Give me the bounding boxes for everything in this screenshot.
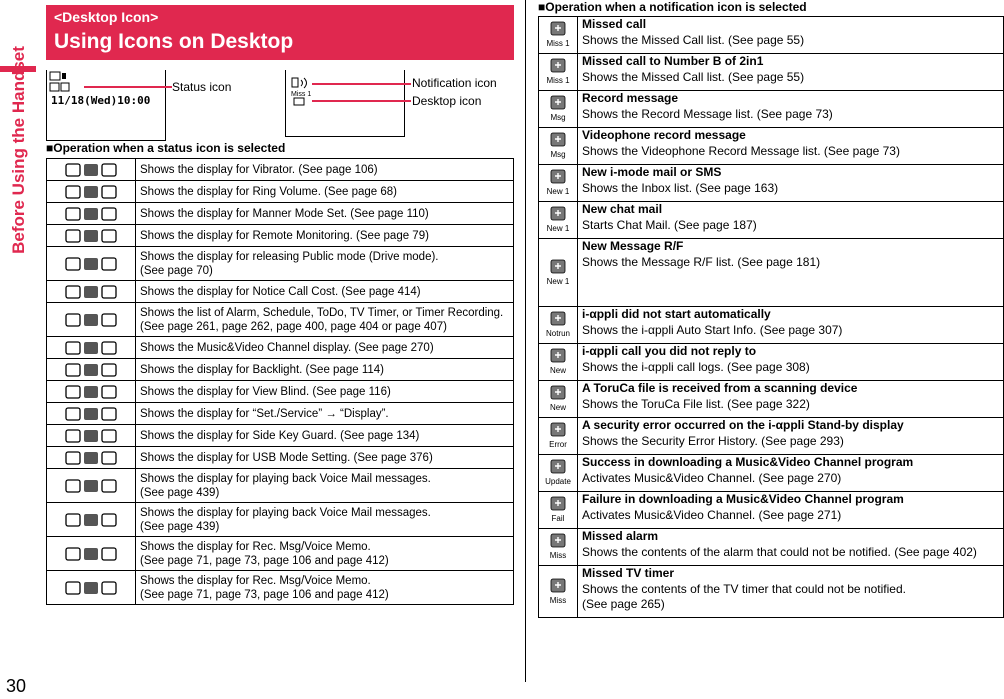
status-row xyxy=(47,425,514,447)
notification-description-line: Shows the ToruCa File list. (See page 322) xyxy=(582,396,810,411)
section-title: Using Icons on Desktop xyxy=(54,30,294,53)
backlight-icon xyxy=(56,362,126,378)
status-icon-cell xyxy=(47,159,136,181)
notification-row xyxy=(539,239,1004,307)
status-description-line: (See page 71, page 73, page 106 and page 412) xyxy=(140,554,389,567)
notification-row xyxy=(539,529,1004,566)
status-description xyxy=(136,425,514,447)
display-settings-icon xyxy=(56,406,126,422)
notification-description-line: Shows the i-αppli call logs. (See page 308) xyxy=(582,359,810,374)
notification-description-line: Shows the Videophone Record Message list. (See page 73) xyxy=(582,143,900,158)
notification-icon-label: Update xyxy=(545,477,571,486)
notification-title: A security error occurred on the i-αppli Stand-by display xyxy=(582,418,904,432)
music-channel-icon xyxy=(56,340,126,356)
notification-row xyxy=(539,344,1004,381)
status-description-line: Shows the display for Rec. Msg/Voice Memo. xyxy=(140,574,371,587)
notification-row xyxy=(539,307,1004,344)
status-icon-cell xyxy=(47,503,136,537)
notification-description-line: Shows the Message R/F list. (See page 181) xyxy=(582,254,821,269)
notification-description-line: Activates Music&Video Channel. (See page 271) xyxy=(582,507,842,522)
notification-description xyxy=(578,239,1004,307)
notification-icon-cell xyxy=(539,381,578,418)
status-description-line: (See page 261, page 262, page 400, page 404 or page 407) xyxy=(140,320,447,333)
status-description xyxy=(136,381,514,403)
notification-title: Missed call xyxy=(582,17,647,31)
voice-memo-icon xyxy=(56,580,126,596)
notification-icon-cell xyxy=(539,418,578,455)
voice-mail-icon xyxy=(56,478,126,494)
notification-description xyxy=(578,566,1004,618)
missed-call-b-icon xyxy=(541,57,575,87)
notification-title: New chat mail xyxy=(582,202,663,216)
notification-icon-label: Miss xyxy=(549,551,567,560)
ring-volume-icon xyxy=(56,184,126,200)
notification-row xyxy=(539,381,1004,418)
status-icon-cell xyxy=(47,203,136,225)
desktop-demo xyxy=(285,70,405,137)
notification-description-line: Shows the Security Error History. (See page 293) xyxy=(582,433,844,448)
notification-icon-cell xyxy=(539,128,578,165)
notification-icon-label: New 1 xyxy=(546,187,570,196)
notification-description-line: Shows the Missed Call list. (See page 55) xyxy=(582,69,805,84)
status-icon-cell xyxy=(47,469,136,503)
notification-callout-line xyxy=(312,83,411,85)
notification-icon-cell xyxy=(539,529,578,566)
iappli-call-icon xyxy=(541,347,575,377)
status-description-line: Shows the display for Manner Mode Set. (See page 110) xyxy=(140,207,429,220)
status-icon-table xyxy=(46,158,514,605)
view-blind-icon xyxy=(56,384,126,400)
notification-icon-label: Msg xyxy=(550,150,566,159)
notification-description xyxy=(578,418,1004,455)
status-description-line: Shows the display for Notice Call Cost. (See page 414) xyxy=(140,285,421,298)
notification-icon-label: New 1 xyxy=(546,224,570,233)
status-description-line: Shows the display for Vibrator. (See page 106) xyxy=(140,163,378,176)
status-description xyxy=(136,247,514,281)
notification-row xyxy=(539,165,1004,202)
status-description-line: Shows the display for playing back Voice Mail messages. xyxy=(140,472,431,485)
alarm-icon xyxy=(56,312,126,328)
missed-call-icon xyxy=(541,20,575,50)
status-icon-cell xyxy=(47,571,136,605)
notification-description xyxy=(578,492,1004,529)
notification-icon-cell xyxy=(539,165,578,202)
notification-icon-label: Notrun xyxy=(545,329,571,338)
status-description-line: Shows the display for playing back Voice Mail messages. xyxy=(140,506,431,519)
status-description xyxy=(136,203,514,225)
notification-title: New Message R/F xyxy=(582,239,684,253)
page-number: 30 xyxy=(6,676,27,696)
status-row xyxy=(47,381,514,403)
status-row xyxy=(47,303,514,337)
status-row xyxy=(47,571,514,605)
notification-title: A ToruCa file is received from a scanning device xyxy=(582,381,858,395)
status-callout-line xyxy=(84,86,172,88)
notification-icon-label: Miss xyxy=(549,595,567,605)
status-description-line: Shows the display for “Set./Service” → “Display”. xyxy=(140,407,389,420)
vibrator-icon xyxy=(56,162,126,178)
notification-title: Videophone record message xyxy=(582,128,746,142)
section-header xyxy=(46,5,514,60)
status-row xyxy=(47,503,514,537)
status-row xyxy=(47,469,514,503)
new-chat-mail-icon xyxy=(541,205,575,235)
notification-title: Failure in downloading a Music&Video Channel program xyxy=(582,492,904,506)
notification-row xyxy=(539,418,1004,455)
missed-alarm-icon xyxy=(541,532,575,562)
missed-tv-timer-icon xyxy=(541,577,575,607)
desktop-icon-callout: Desktop icon xyxy=(412,94,482,108)
status-row xyxy=(47,337,514,359)
status-description xyxy=(136,503,514,537)
status-row xyxy=(47,203,514,225)
notification-icon-label: Fail xyxy=(551,514,565,523)
status-description xyxy=(136,571,514,605)
notification-icon-cell xyxy=(539,492,578,529)
notification-description xyxy=(578,165,1004,202)
notification-title: i-αppli call you did not reply to xyxy=(582,344,757,358)
notification-icon-table xyxy=(538,16,1004,618)
status-description-line: (See page 71, page 73, page 106 and page 412) xyxy=(140,588,389,601)
notification-title: New i-mode mail or SMS xyxy=(582,165,722,179)
toruca-icon xyxy=(541,384,575,414)
notification-icon-cell xyxy=(539,307,578,344)
notification-row xyxy=(539,54,1004,91)
notification-icon-label: Miss 1 xyxy=(546,39,570,48)
notification-row xyxy=(539,202,1004,239)
standby-clock: 11/18(Wed)10:00 xyxy=(51,94,151,107)
message-rf-icon xyxy=(541,258,575,288)
notification-description-line: Activates Music&Video Channel. (See page 270) xyxy=(582,470,842,485)
notification-icon-cell xyxy=(539,566,578,618)
status-row xyxy=(47,225,514,247)
voice-mail-2-icon xyxy=(56,512,126,528)
status-row xyxy=(47,447,514,469)
status-description-line: Shows the display for USB Mode Setting. (See page 376) xyxy=(140,451,433,464)
section-subtitle: <Desktop Icon> xyxy=(54,9,159,25)
status-row xyxy=(47,247,514,281)
notification-row xyxy=(539,455,1004,492)
rec-msg-icon xyxy=(56,546,126,562)
status-description-line: Shows the display for Ring Volume. (See page 68) xyxy=(140,185,397,198)
status-description-line: (See page 439) xyxy=(140,486,220,499)
notification-icon-label: New 1 xyxy=(546,276,570,286)
notification-row xyxy=(539,91,1004,128)
notification-description-line: Shows the contents of the TV timer that could not be notified. xyxy=(582,581,906,596)
usb-mode-icon xyxy=(56,450,126,466)
notification-icon-label: Miss 1 xyxy=(546,76,570,85)
notification-description xyxy=(578,17,1004,54)
status-section-title: ■Operation when a status icon is selected xyxy=(46,141,286,155)
iappli-notrun-icon xyxy=(541,310,575,340)
status-description xyxy=(136,337,514,359)
status-description-line: Shows the list of Alarm, Schedule, ToDo, TV Timer, or Timer Recording. xyxy=(140,306,504,319)
status-icon-cell xyxy=(47,381,136,403)
notification-description xyxy=(578,202,1004,239)
status-icon-cell xyxy=(47,403,136,425)
notification-description xyxy=(578,529,1004,566)
status-description-line: Shows the display for Rec. Msg/Voice Memo. xyxy=(140,540,371,553)
notification-icon-cell xyxy=(539,239,578,307)
notification-icon-label: New xyxy=(549,403,567,412)
notification-section-title: ■Operation when a notification icon is selected xyxy=(538,0,807,14)
status-icon-cell xyxy=(47,303,136,337)
status-icon-cell xyxy=(47,181,136,203)
notification-icon-cell xyxy=(539,54,578,91)
status-description-line: (See page 70) xyxy=(140,264,213,277)
status-icon-cell xyxy=(47,537,136,571)
standby-screen-demo xyxy=(46,70,166,141)
notification-description-line: Shows the contents of the alarm that could not be notified. (See page 402) xyxy=(582,544,977,559)
notification-icon-label: Error xyxy=(549,440,567,449)
status-icon-cell xyxy=(47,359,136,381)
notification-row xyxy=(539,566,1004,618)
notification-title: Success in downloading a Music&Video Channel program xyxy=(582,455,914,469)
status-icons xyxy=(49,71,79,93)
notification-description-line: Shows the Record Message list. (See page 73) xyxy=(582,106,833,121)
status-description xyxy=(136,359,514,381)
status-description xyxy=(136,225,514,247)
notification-icon-cell xyxy=(539,344,578,381)
status-row xyxy=(47,537,514,571)
notification-row xyxy=(539,128,1004,165)
notification-description xyxy=(578,455,1004,492)
status-description xyxy=(136,469,514,503)
status-row xyxy=(47,159,514,181)
notification-description-line: Shows the Inbox list. (See page 163) xyxy=(582,180,779,195)
new-mail-icon xyxy=(541,168,575,198)
notification-row xyxy=(539,492,1004,529)
remote-monitoring-icon xyxy=(56,228,126,244)
status-row xyxy=(47,181,514,203)
status-icon-cell xyxy=(47,337,136,359)
svg-text:Miss 1: Miss 1 xyxy=(291,91,312,98)
status-description-line: (See page 439) xyxy=(140,520,220,533)
status-icon-cell xyxy=(47,281,136,303)
status-description xyxy=(136,403,514,425)
notification-description xyxy=(578,307,1004,344)
record-message-icon xyxy=(541,94,575,124)
notification-icon-cell xyxy=(539,202,578,239)
notification-description xyxy=(578,381,1004,418)
notification-description xyxy=(578,91,1004,128)
status-description-line: Shows the display for View Blind. (See page 116) xyxy=(140,385,391,398)
side-tab xyxy=(0,0,38,699)
status-description-line: Shows the display for releasing Public mode (Drive mode). xyxy=(140,250,439,263)
notification-title: Missed call to Number B of 2in1 xyxy=(582,54,764,68)
status-icon-cell xyxy=(47,247,136,281)
status-description-line: Shows the display for Side Key Guard. (See page 134) xyxy=(140,429,420,442)
status-description xyxy=(136,537,514,571)
notification-row xyxy=(539,17,1004,54)
status-description xyxy=(136,181,514,203)
status-row xyxy=(47,281,514,303)
notification-title: Missed alarm xyxy=(582,529,659,543)
notification-icon-callout: Notification icon xyxy=(412,76,497,90)
notification-icon-cell xyxy=(539,455,578,492)
notification-icon-cell xyxy=(539,17,578,54)
security-error-icon xyxy=(541,421,575,451)
status-description xyxy=(136,447,514,469)
status-description xyxy=(136,159,514,181)
download-fail-icon xyxy=(541,495,575,525)
status-description-line: Shows the display for Remote Monitoring. (See page 79) xyxy=(140,229,429,242)
manner-mode-icon xyxy=(56,206,126,222)
status-icon-cell xyxy=(47,425,136,447)
notification-title: Missed TV timer xyxy=(582,566,675,580)
side-key-guard-icon xyxy=(56,428,126,444)
status-icon-cell xyxy=(47,447,136,469)
notification-icon-label: New xyxy=(549,366,567,375)
notification-description xyxy=(578,344,1004,381)
call-cost-icon xyxy=(56,284,126,300)
notification-description-line: Starts Chat Mail. (See page 187) xyxy=(582,217,757,232)
notification-description xyxy=(578,128,1004,165)
status-description-line: Shows the display for Backlight. (See page 114) xyxy=(140,363,384,376)
notification-description-line: Shows the Missed Call list. (See page 55) xyxy=(582,32,805,47)
status-description-line: Shows the Music&Video Channel display. (See page 270) xyxy=(140,341,434,354)
notification-icon-label: Msg xyxy=(550,113,566,122)
notification-title: Record message xyxy=(582,91,679,105)
notification-icon-cell xyxy=(539,91,578,128)
notification-title: i-αppli did not start automatically xyxy=(582,307,771,321)
status-icon-cell xyxy=(47,225,136,247)
status-row xyxy=(47,403,514,425)
notification-description xyxy=(578,54,1004,91)
status-row xyxy=(47,359,514,381)
notification-description-line: (See page 265) xyxy=(582,597,665,611)
notification-description-line: Shows the i-αppli Auto Start Info. (See page 307) xyxy=(582,322,843,337)
desktop-callout-line xyxy=(312,100,411,102)
download-success-icon xyxy=(541,458,575,488)
drive-mode-icon xyxy=(56,256,126,272)
status-description xyxy=(136,303,514,337)
side-tab-label: Before Using the Handset xyxy=(9,46,28,254)
status-icon-callout: Status icon xyxy=(172,80,232,94)
column-divider xyxy=(525,0,526,682)
videophone-message-icon xyxy=(541,131,575,161)
status-description xyxy=(136,281,514,303)
